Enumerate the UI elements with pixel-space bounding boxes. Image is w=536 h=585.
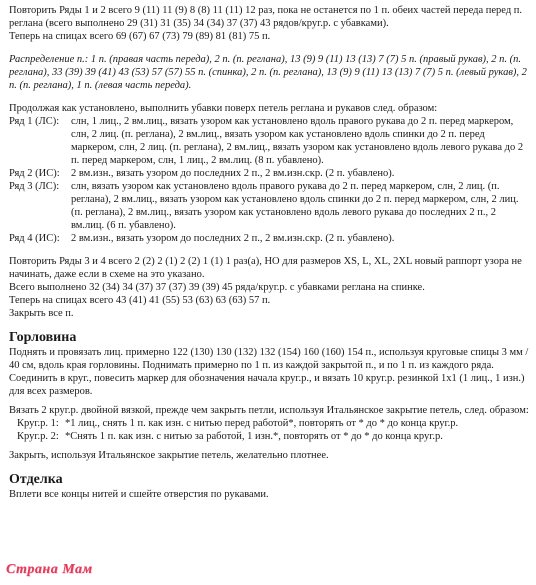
round-text: *Снять 1 п. как изн. с нитью за работой, 1 изн.*, повторять от * до * до конца круг.р. xyxy=(65,431,443,442)
row-label: Ряд 2 (ИС): xyxy=(9,168,60,179)
round-2 xyxy=(9,430,529,443)
raglan-total-paragraph: Теперь на спицах всего 69 (67) 67 (73) 79 (89) 81 (81) 75 п. xyxy=(9,31,271,42)
document-page xyxy=(9,4,529,501)
row-label: Ряд 4 (ИС): xyxy=(9,233,60,244)
stitches-total-paragraph: Теперь на спицах всего 43 (41) 41 (55) 53 (63) 63 (63) 57 п. xyxy=(9,295,271,306)
finishing-heading: Отделка xyxy=(9,472,63,487)
round-1 xyxy=(9,417,529,430)
round-text: *1 лиц., снять 1 п. как изн. с нитью перед работой*, повторять от * до * до конца круг.р. xyxy=(65,418,459,429)
row-text: 2 вм.изн., вязать узором до последних 2 п., 2 вм.изн.скр. (2 п. убавлено). xyxy=(71,168,395,179)
row-2 xyxy=(9,167,529,180)
neckline-paragraph-4: Закрыть, используя Итальянское закрытие петель, желательно плотнее. xyxy=(9,450,329,461)
row-label: Ряд 1 (ЛС): xyxy=(9,116,60,127)
row-1 xyxy=(9,115,529,167)
row-text: 2 вм.изн., вязать узором до последних 2 п., 2 вм.изн.скр. (2 п. убавлено). xyxy=(71,233,395,244)
stitch-distribution-paragraph: Распределение п.: 1 п. (правая часть переда), 2 п. (п. реглана), 13 (9) 9 (11) 13 (13) 7 (7) 5 п. (правый рукав), 2 п. (п. реглана), 33 (39) 39 (41) 43 (53) 57 (57) 55 п. (спинка), 2 п. (п. реглана), 13 (9) 9 (11) 13 (13) 7 (7) 5 п. (левый рукав), 2 п. (п. реглана), 1 п. (левая часть переда). xyxy=(9,54,527,91)
row-label: Ряд 3 (ЛС): xyxy=(9,181,60,192)
site-watermark-logo: Страна Мам xyxy=(6,562,93,577)
row-text: слн, 1 лиц., 2 вм.лиц., вязать узором как установлено вдоль правого рукава до 2 п. перед маркером, слн, 2 лиц. (п. реглана), 2 вм.лиц., вязать узором как установлено вдоль спинки до 2 п. перед маркером, слн, 2 лиц. (п. реглана), 2 вм.лиц., вязать узором как установлено вдоль левого рукава до 2 п. перед маркером, слн, 1 лиц., 2 вм.лиц. (8 п. убавлено). xyxy=(71,116,524,166)
row-4 xyxy=(9,232,529,245)
row-text: слн, вязать узором как установлено вдоль правого рукава до 2 п. перед маркером, слн, 2 лиц. (п. реглана), 2 вм.лиц., вязать узором как установлено вдоль спинки до 2 п. перед маркером, слн, 2 лиц. (п. реглана), 2 вм.лиц., вязать узором как установлено вдоль левого рукава до последних 2 п., 2 вм.лиц. (6 п. убавлено). xyxy=(71,181,519,231)
row-3 xyxy=(9,180,529,232)
raglan-rows xyxy=(9,115,529,245)
neckline-paragraph-2: Соединить в круг., повесить маркер для обозначения начала круг.р., и вязать 10 круг.р. резинкой 1x1 (1 лиц., 1 изн.) для всех размеров. xyxy=(9,373,525,397)
total-done-paragraph: Всего выполнено 32 (34) 34 (37) 37 (37) 39 (39) 45 ряда/круг.р. с убавками реглана на спинке. xyxy=(9,282,425,293)
neckline-rounds xyxy=(9,417,529,443)
continue-paragraph: Продолжая как установлено, выполнить убавки поверх петель реглана и рукавов след. образом: xyxy=(9,103,438,114)
round-label: Круг.р. 1: xyxy=(17,418,59,429)
neckline-heading: Горловина xyxy=(9,330,77,345)
raglan-repeat-paragraph: Повторить Ряды 1 и 2 всего 9 (11) 11 (9) 8 (8) 11 (11) 12 раз, пока не останется по 1 п. обеих частей переда перед п. реглана (всего выполнено 29 (31) 31 (35) 34 (34) 37 (37) 43 рядов/круг.р. с убавками). xyxy=(9,5,523,29)
neckline-paragraph-1: Поднять и провязать лиц. примерно 122 (130) 130 (132) 132 (154) 160 (160) 154 п., используя круговые спицы 3 мм / 40 см, вдоль края горловины. Поднимать примерно по 1 п. из каждой закрытой п., и по 1 п. из каждого ряда. xyxy=(9,347,529,371)
round-label: Круг.р. 2: xyxy=(17,431,59,442)
finishing-paragraph: Вплети все концы нитей и сшейте отверстия по рукавами. xyxy=(9,489,269,500)
repeat-rows-paragraph: Повторить Ряды 3 и 4 всего 2 (2) 2 (1) 2 (2) 1 (1) 1 раз(а), НО для размеров XS, L, XL, 2XL новый раппорт узора не начинать, даже если в схеме на это указано. xyxy=(9,256,522,280)
close-all-paragraph: Закрыть все п. xyxy=(9,308,74,319)
neckline-paragraph-3: Вязать 2 круг.р. двойной вязкой, прежде чем закрыть петли, используя Итальянское закрытие петель, след. образом: xyxy=(9,405,529,416)
